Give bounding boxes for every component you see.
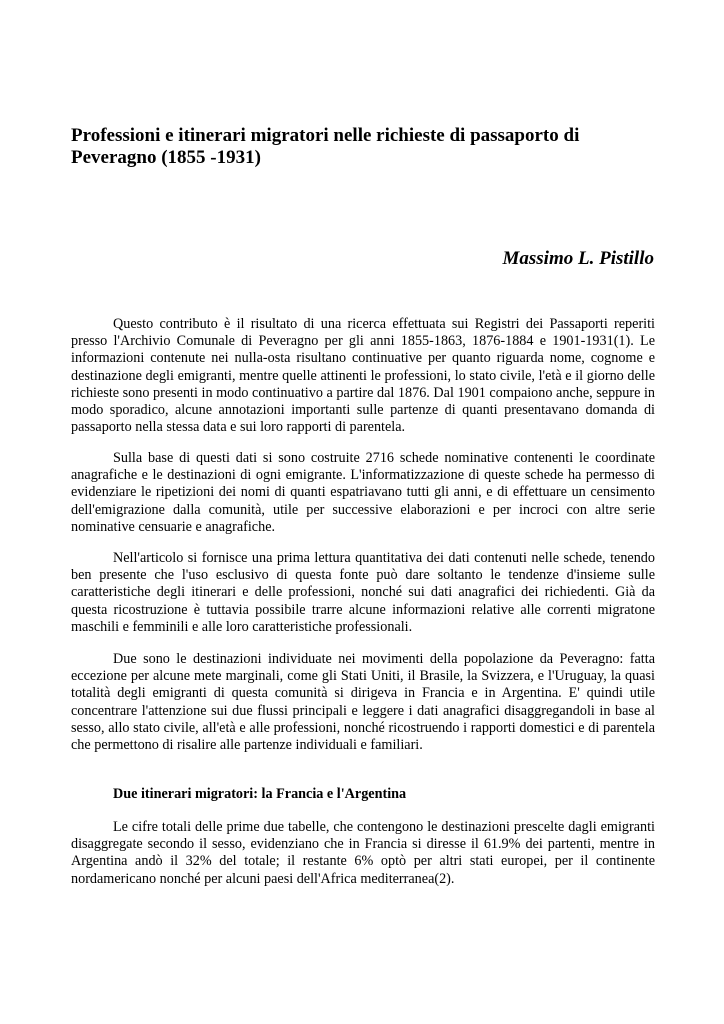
section-heading: Due itinerari migratori: la Francia e l'Argentina: [113, 786, 407, 802]
paragraph-destinations: Due sono le destinazioni individuate nei movimenti della popolazione da Peveragno: fatta eccezione per alcune mete marginali, come gli Stati Uniti, il Brasile, la Svizzera, e l'Uruguay, la quasi totalità degli emigranti di questa comunità si dirigeva in Francia e in Argentina. E' quindi utile concentrare l'attenzione sui due flussi principali e leggere i dati anagrafici disaggregandoli in base al sesso, allo stato civile, all'età e alle professioni, nonché ricostruendo i rapporti domestici e di parentela che permettono di risalire alle partenze individuali e familiari.: [71, 651, 655, 754]
paper-title: Professioni e itinerari migratori nelle richieste di passaporto di Peveragno (1855 -1931): [71, 125, 580, 168]
author-name: Massimo L. Pistillo: [502, 248, 654, 269]
paragraph-analysis: Nell'articolo si fornisce una prima lettura quantitativa dei dati contenuti nelle schede, tenendo ben presente che l'uso esclusivo di questa fonte può dare soltanto le tendenze d'insieme sulle caratteristiche degli itinerari e delle professioni, nonché sui dati anagrafici dei richiedenti. Già da questa ricostruzione è tuttavia possibile trarre alcune informazioni relative alle correnti migratone maschili e femminili e alle loro caratteristiche professionali.: [71, 550, 655, 635]
paragraph-section-body: Le cifre totali delle prime due tabelle, che contengono le destinazioni prescelte dagli emigranti disaggregate secondo il sesso, evidenziano che in Francia si diresse il 61.9% dei partenti, mentre in Argentina andò il 32% del totale; il restante 6% optò per altri stati europei, per il continente nordamericano nonché per alcuni paesi dell'Africa mediterranea(2).: [71, 819, 655, 887]
paragraph-intro: Questo contributo è il risultato di una ricerca effettuata sui Registri dei Passaporti reperiti presso l'Archivio Comunale di Peveragno per gli anni 1855-1863, 1876-1884 e 1901-1931(1). Le informazioni contenute nei nulla-osta risultano continuative per quanto riguarda nome, cognome e destinazione degli emigranti, mentre quelle attinenti le professioni, lo stato civile, l'età e il giorno delle richieste sono presenti in modo continuativo a partire dal 1876. Dal 1901 compaiono anche, seppure in modo sporadico, alcune annotazioni importanti sulle partenze di quanti presentavano domanda di passaporto nella stessa data e sui loro rapporti di parentela.: [71, 316, 655, 436]
paragraph-data-sources: Sulla base di questi dati si sono costruite 2716 schede nominative contenenti le coordinate anagrafiche e le destinazioni di ogni emigrante. L'informatizzazione di queste schede ha permesso di evidenziare le ripetizioni dei nomi di quanti espatriavano tutti gli anni, e di effettuare un censimento dell'emigrazione dalla comunità, utile per successive elaborazioni e per incroci con altre serie nominative censuarie e anagrafiche.: [71, 450, 655, 535]
